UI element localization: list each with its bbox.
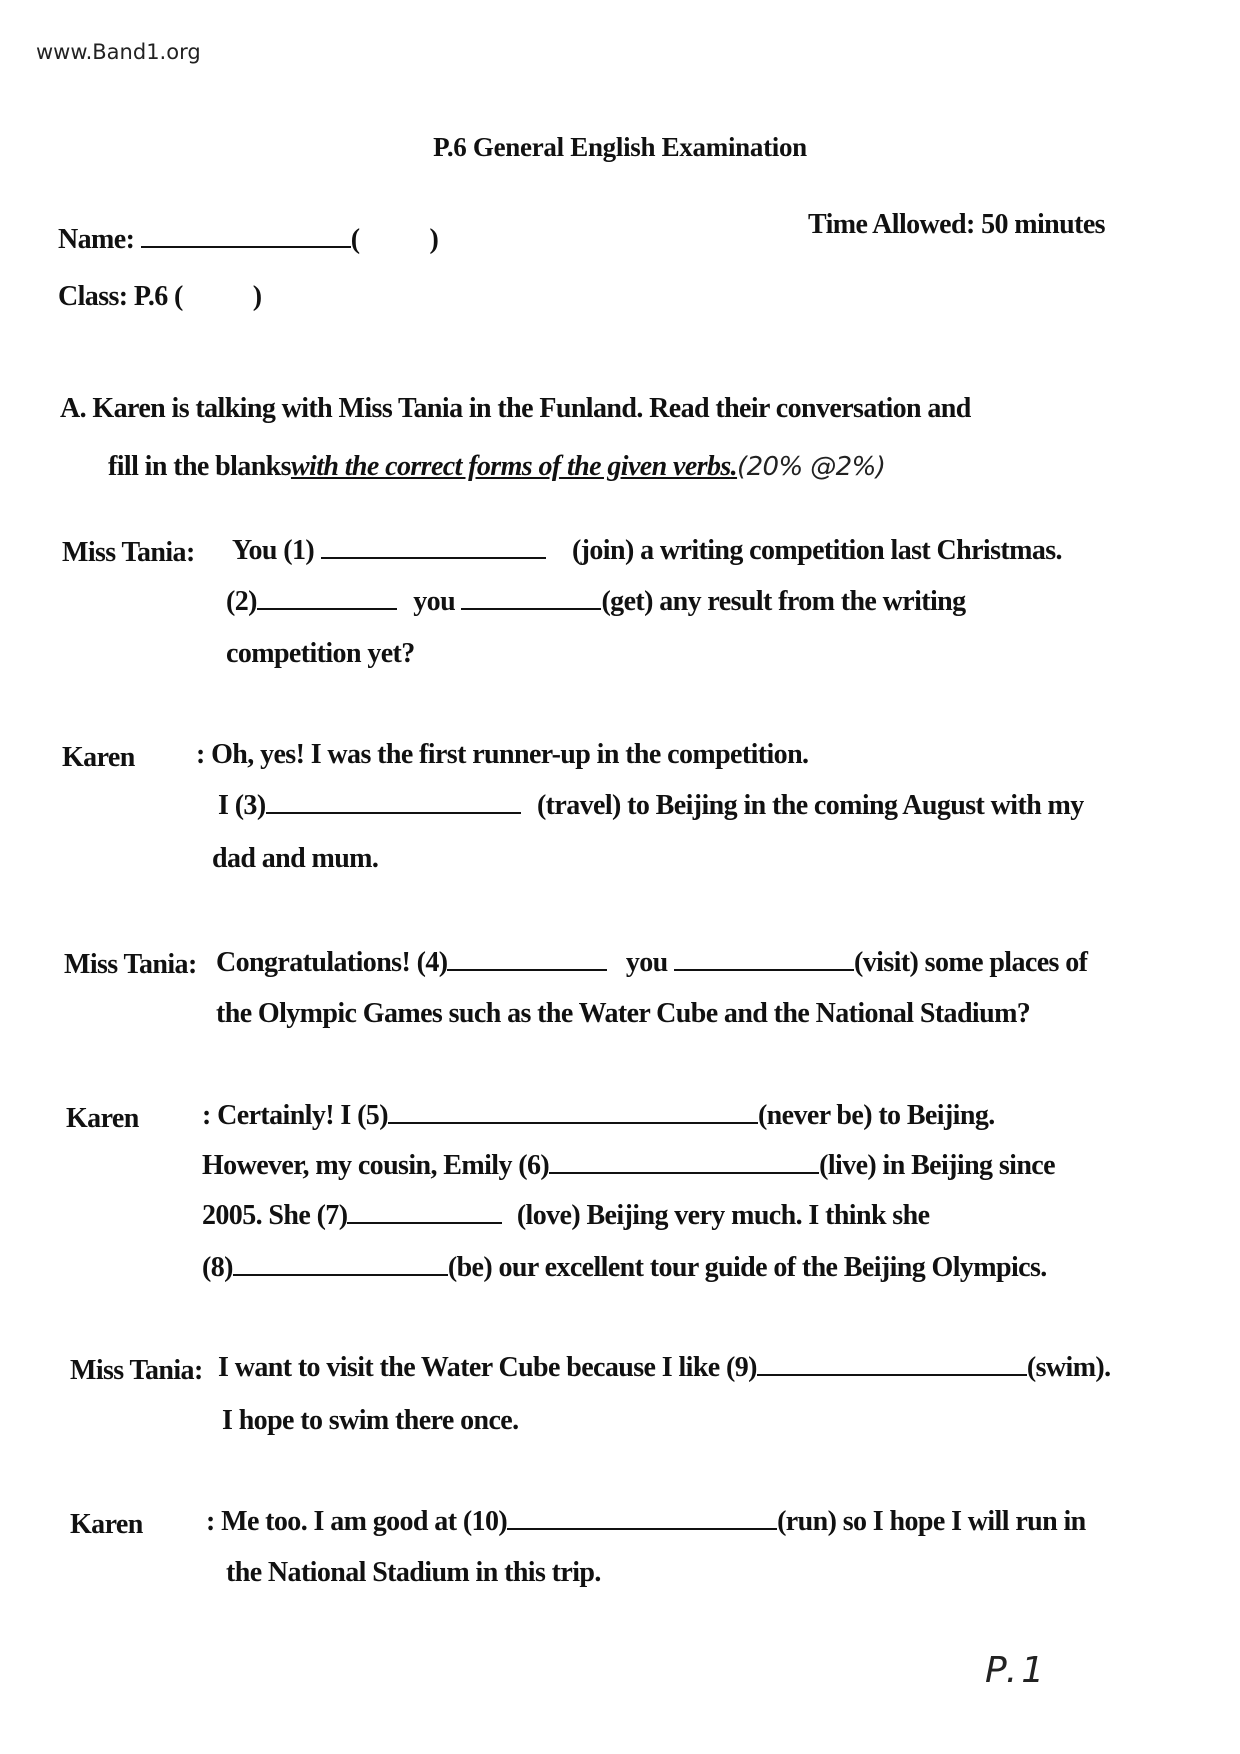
blank-7[interactable]	[347, 1198, 502, 1224]
dialogue-line	[202, 1198, 929, 1233]
dialogue-text: (get) any result from the writing	[601, 586, 966, 617]
dialogue-text: (love) Beijing very much. I think she	[516, 1200, 930, 1231]
dialogue-text: (run) so I hope I will run in	[777, 1506, 1086, 1537]
dialogue-line	[232, 533, 1062, 568]
blank-4b[interactable]	[674, 945, 854, 971]
blank-6[interactable]	[549, 1148, 819, 1174]
dialogue-text: You (1)	[232, 535, 315, 566]
dialogue-text: you	[413, 586, 456, 617]
blank-9[interactable]	[757, 1350, 1027, 1376]
dialogue-line	[206, 1504, 1086, 1539]
blank-1[interactable]	[321, 533, 546, 559]
name-paren-open: (	[350, 224, 360, 255]
dialogue-text: (be) our excellent tour guide of the Beijing Olympics.	[447, 1252, 1047, 1283]
instruction-prefix: fill in the blanks	[108, 451, 291, 482]
dialogue-line	[226, 584, 966, 619]
blank-2a[interactable]	[257, 584, 397, 610]
dialogue-line	[202, 1148, 1055, 1183]
name-blank[interactable]	[141, 222, 351, 248]
dialogue-text: you	[625, 947, 668, 978]
dialogue-line	[218, 788, 1084, 823]
dialogue-line: the Olympic Games such as the Water Cube and the National Stadium?	[216, 998, 1031, 1029]
blank-10[interactable]	[507, 1504, 777, 1530]
dialogue-line	[202, 1098, 995, 1133]
dialogue-text: (never be) to Beijing.	[757, 1100, 995, 1131]
time-allowed: Time Allowed: 50 minutes	[808, 209, 1105, 240]
dialogue-text: (live) in Beijing since	[819, 1150, 1055, 1181]
dialogue-text: However, my cousin, Emily (6)	[202, 1150, 550, 1181]
dialogue-text: (travel) to Beijing in the coming August with my	[536, 790, 1084, 821]
blank-3[interactable]	[266, 788, 521, 814]
dialogue-line: dad and mum.	[212, 843, 379, 874]
class-paren-close: )	[252, 281, 262, 312]
name-line	[58, 222, 438, 257]
blank-2b[interactable]	[461, 584, 601, 610]
dialogue-text: Congratulations! (4)	[216, 947, 448, 978]
blank-5[interactable]	[388, 1098, 758, 1124]
speaker-karen-3: Karen	[70, 1509, 143, 1540]
dialogue-text: 2005. She (7)	[202, 1200, 348, 1231]
speaker-karen-2: Karen	[66, 1103, 139, 1134]
class-label: Class: P.6 (	[58, 281, 183, 312]
dialogue-line: I hope to swim there once.	[222, 1405, 519, 1436]
dialogue-text: : Me too. I am good at (10)	[206, 1506, 508, 1537]
speaker-karen-1: Karen	[62, 742, 135, 773]
speaker-miss-tania-2: Miss Tania:	[64, 949, 197, 980]
dialogue-line: the National Stadium in this trip.	[226, 1557, 601, 1588]
dialogue-text: : Certainly! I (5)	[202, 1100, 388, 1131]
class-line	[58, 280, 262, 314]
blank-8[interactable]	[233, 1250, 448, 1276]
speaker-miss-tania-1: Miss Tania:	[62, 537, 195, 568]
dialogue-text: (visit) some places of	[854, 947, 1088, 978]
speaker-miss-tania-3: Miss Tania:	[70, 1355, 203, 1386]
dialogue-text: (8)	[202, 1252, 233, 1283]
blank-4a[interactable]	[447, 945, 607, 971]
dialogue-line: : Oh, yes! I was the first runner-up in the competition.	[196, 739, 809, 770]
marks-handwritten: (20% @2%)	[737, 452, 886, 482]
dialogue-text: (2)	[226, 586, 257, 617]
dialogue-text: I (3)	[218, 790, 266, 821]
name-label: Name:	[58, 224, 135, 255]
section-a-instruction-2	[108, 450, 885, 484]
section-a-instruction-1: A. Karen is talking with Miss Tania in the Funland. Read their conversation and	[60, 393, 971, 424]
dialogue-text: I want to visit the Water Cube because I like (9)	[218, 1352, 757, 1383]
page-number-handwritten: P.1	[985, 1650, 1049, 1691]
dialogue-text: (join) a writing competition last Christmas.	[571, 535, 1062, 566]
name-paren-close: )	[429, 224, 439, 255]
dialogue-text: (swim).	[1026, 1352, 1111, 1383]
dialogue-line	[202, 1250, 1047, 1285]
dialogue-line	[218, 1350, 1111, 1385]
dialogue-line: competition yet?	[226, 638, 415, 669]
instruction-underlined: with the correct forms of the given verbs.	[290, 451, 738, 482]
exam-title: P.6 General English Examination	[433, 132, 807, 162]
watermark-url: www.Band1.org	[36, 40, 201, 64]
dialogue-line	[216, 945, 1087, 980]
